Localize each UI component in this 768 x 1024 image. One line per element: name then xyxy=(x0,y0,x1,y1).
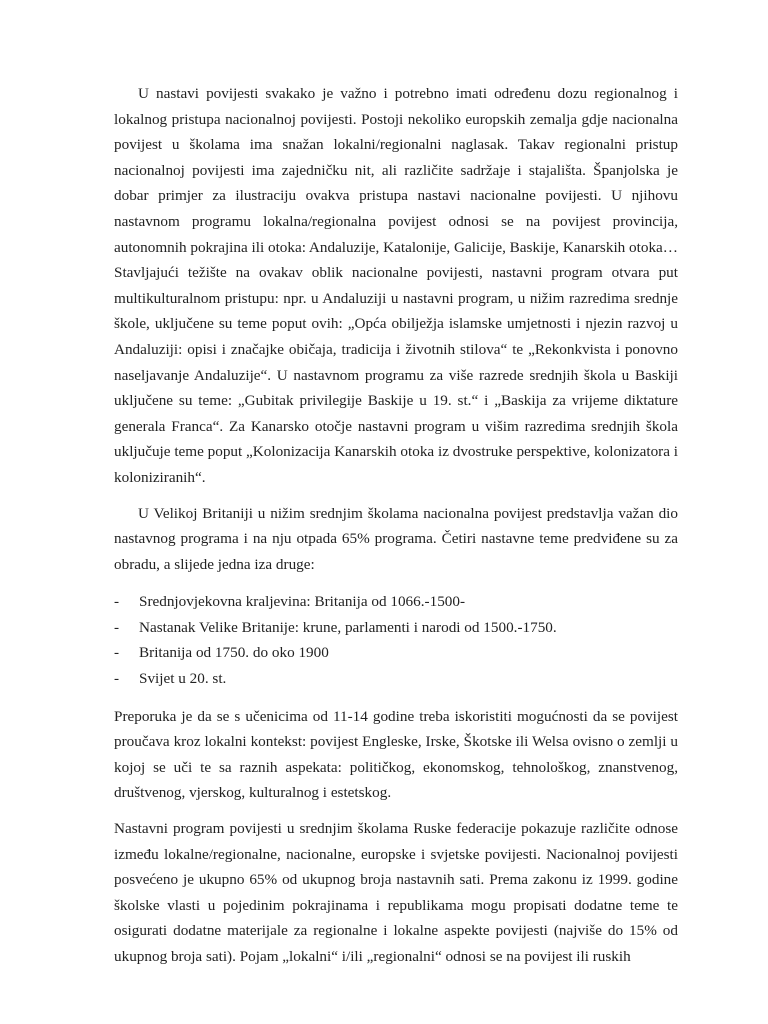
paragraph-recommendation: Preporuka je da se s učenicima od 11-14 godine treba iskoristiti mogućnosti da se povijest proučava kroz lokalni kontekst: povijest Engleske, Irske, Škotske ili Welsa ovisno o zemlji u kojoj se uči te sa raznih aspekata: političkog, ekonomskog, tehnološkog, znanstvenog, društvenog, vjerskog, kulturalnog i estetskog. xyxy=(114,707,678,802)
list-item xyxy=(114,640,678,666)
list-item-text: Srednjovjekovna kraljevina: Britanija od 1066.-1500- xyxy=(139,593,466,611)
list-item-text: Svijet u 20. st. xyxy=(139,670,227,688)
list-item xyxy=(114,666,678,692)
list-item xyxy=(114,615,678,641)
list-item-text: Britanija od 1750. do oko 1900 xyxy=(139,644,329,662)
list-bullet: - xyxy=(114,670,120,688)
paragraph-britain: U Velikoj Britaniji u nižim srednjim školama nacionalna povijest predstavlja važan dio nastavnog programa i na nju otpada 65% programa. Četiri nastavne teme predviđene su za obradu, a slijede jedna iza druge: xyxy=(114,504,678,573)
paragraph-russia: Nastavni program povijesti u srednjim školama Ruske federacije pokazuje različite odnose između lokalne/regionalne, nacionalne, europske i svjetske povijesti. Nacionalnoj povijesti posvećeno je ukupno 65% od ukupnog broja nastavnih sati. Prema zakonu iz 1999. godine školske vlasti u pojedinim pokrajinama i republikama mogu propisati dodatne teme te osigurati dodatne materijale za regionalne i lokalne aspekte povijesti (najviše do 15% od ukupnog broja sati). Pojam „lokalni“ i/ili „regionalni“ odnosi se na povijest ili ruskih xyxy=(114,820,678,965)
list-item xyxy=(114,589,678,615)
paragraph-spain: U nastavi povijesti svakako je važno i potrebno imati određenu dozu regionalnog i lokalnog pristupa nacionalnoj povijesti. Postoji nekoliko europskih zemalja gdje nacionalna povijest u školama ima snažan lokalni/regionalni naglasak. Takav regionalni pristup nacionalnoj povijesti ima zajedničku nit, ali različite sadržaje i stajališta. Španjolska je dobar primjer za ilustraciju ovakva pristupa nastavi nacionalne povijesti. U njihovu nastavnom programu lokalna/regionalna povijest odnosi se na povijest provincija, autonomnih pokrajina ili otoka: Andaluzije, Katalonije, Galicije, Baskije, Kanarskih otoka… Stavljajući težište na ovakav oblik nacionalne povijesti, nastavni program otvara put multikulturalnom pristupu: npr. u Andaluziji u nastavni program, u nižim razredima srednje škole, uključene su teme poput ovih: „Opća obilježja islamske umjetnosti i njezin razvoj u Andaluziji: opisi i značajke običaja, tradicija i životnih stilova“ te „Rekonkvista i ponovno naseljavanje Andaluzije“. U nastavnom programu za više razrede srednjih škola u Baskiji uključene su teme: „Gubitak privilegije Baskije u 19. st.“ i „Baskija za vrijeme diktature generala Franca“. Za Kanarsko otočje nastavni program u višim razredima srednjih škola uključuje teme poput „Kolonizacija Kanarskih otoka iz dvostruke perspektive, kolonizatora i koloniziranih“. xyxy=(114,85,678,486)
list-bullet: - xyxy=(114,593,120,611)
list-item-text: Nastanak Velike Britanije: krune, parlamenti i narodi od 1500.-1750. xyxy=(139,618,557,636)
list-bullet: - xyxy=(114,618,120,636)
topic-list xyxy=(114,589,678,691)
list-bullet: - xyxy=(114,644,120,662)
